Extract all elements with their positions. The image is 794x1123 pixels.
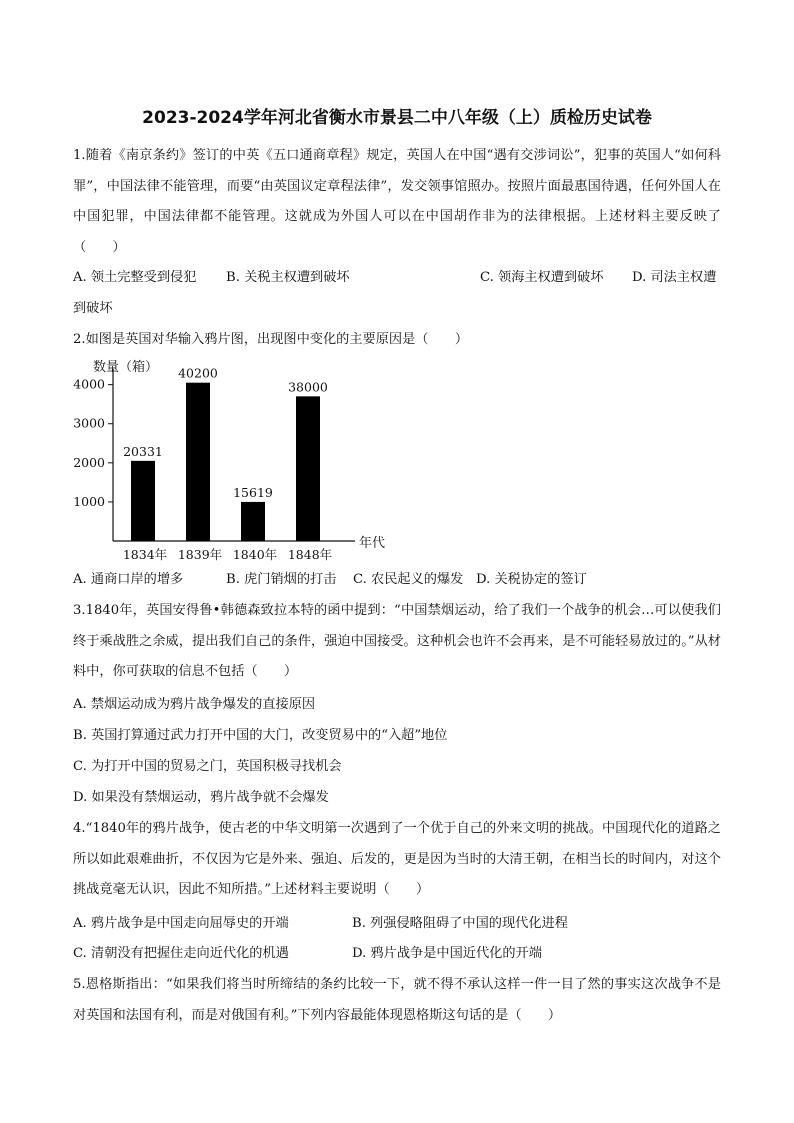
x-tick-label: 1840年 bbox=[232, 547, 278, 562]
q1-option-d-continued: 到破坏 bbox=[73, 301, 113, 316]
y-tick-label: 4000 bbox=[73, 376, 105, 392]
q4-option-a: A. 鸦片战争是中国走向屈辱史的开端 bbox=[73, 916, 289, 931]
q2-option-d: D. 关税协定的签订 bbox=[476, 572, 587, 587]
bar-3 bbox=[241, 502, 265, 541]
bar-2 bbox=[186, 383, 210, 541]
q2-option-c: C. 农民起义的爆发 bbox=[353, 572, 464, 587]
q2-option-b: B. 虎门销烟的打击 bbox=[226, 572, 337, 587]
bar-4 bbox=[296, 396, 320, 541]
q3-option-b: B. 英国打算通过武力打开中国的大门，改变贸易中的“入超”地位 bbox=[73, 728, 448, 743]
q1-option-d: D. 司法主权遭 bbox=[632, 270, 717, 285]
x-tick-label: 1834年 bbox=[122, 547, 168, 562]
bar-value-label: 15619 bbox=[233, 484, 273, 500]
bar-value-label: 20331 bbox=[123, 443, 163, 459]
q2-option-a: A. 通商口岸的增多 bbox=[73, 572, 184, 587]
opium-import-chart bbox=[73, 355, 393, 567]
bar-1 bbox=[131, 461, 155, 541]
question-1-stem: 1.随着《南京条约》签订的中英《五口通商章程》规定，英国人在中国“遇有交涉词讼”，犯事的英国人“如何科罪”，中国法律不能管理，而要“由英国议定章程法律”，发交领事馆照办。按照片面最惠国待遇，任何外国人在中国犯罪，中国法律都不能管理。这就成为外国人可以在中国胡作非为的法律根据。上述材料主要反映了（ ） bbox=[73, 148, 721, 255]
question-4-stem: 4.“1840年的鸦片战争，使古老的中华文明第一次遇到了一个优于自己的外来文明的挑战。中国现代化的道路之所以如此艰难曲折，不仅因为它是外来、强迫、后发的，更是因为当时的大清王朝，在相当长的时间内，对这个挑战竟毫无认识，因此不知所措。”上述材料主要说明（ ） bbox=[73, 821, 721, 897]
question-2-stem: 2.如图是英国对华输入鸦片图，出现图中变化的主要原因是（ ） bbox=[73, 332, 469, 347]
chart-xlabel: 年代 bbox=[359, 536, 386, 551]
question-5-stem: 5.恩格斯指出：“如果我们将当时所缔结的条约比较一下，就不得不承认这样一件一目了然的事实这次战争不是对英国和法国有利，而是对俄国有利。”下列内容最能体现恩格斯这句话的是（ ） bbox=[73, 977, 721, 1023]
chart-ylabel: 数量（箱） bbox=[93, 360, 159, 375]
q3-option-c: C. 为打开中国的贸易之门，英国积极寻找机会 bbox=[73, 759, 342, 774]
y-tick-label: 3000 bbox=[73, 415, 105, 431]
page-title: 2023-2024学年河北省衡水市景县二中八年级（上）质检历史试卷 bbox=[142, 108, 652, 128]
q1-option-c: C. 领海主权遭到破坏 bbox=[480, 270, 604, 285]
q4-option-b: B. 列强侵略阻碍了中国的现代化进程 bbox=[352, 916, 568, 931]
bar-value-label: 40200 bbox=[178, 365, 218, 381]
q4-option-c: C. 清朝没有把握住走向近代化的机遇 bbox=[73, 946, 289, 961]
y-tick-label: 1000 bbox=[73, 493, 105, 509]
q1-option-a: A. 领土完整受到侵犯 bbox=[73, 270, 197, 285]
bar-value-label: 38000 bbox=[288, 379, 328, 395]
x-tick-label: 1848年 bbox=[287, 547, 333, 562]
q1-option-b: B. 关税主权遭到破坏 bbox=[226, 270, 350, 285]
y-tick-label: 2000 bbox=[73, 454, 105, 470]
q4-option-d: D. 鸦片战争是中国近代化的开端 bbox=[352, 946, 542, 961]
q3-option-d: D. 如果没有禁烟运动，鸦片战争就不会爆发 bbox=[73, 790, 329, 805]
q3-option-a: A. 禁烟运动成为鸦片战争爆发的直接原因 bbox=[73, 697, 316, 712]
x-tick-label: 1839年 bbox=[177, 547, 223, 562]
question-3-stem: 3.1840年，英国安得鲁•韩德森致拉本特的函中提到：“中国禁烟运动，给了我们一个战争的机会…可以使我们终于乘战胜之余威，提出我们自己的条件，强迫中国接受。这种机会也许不会再来，是不可能轻易放过的。”从材料中，你可获取的信息不包括（ ） bbox=[73, 603, 721, 679]
